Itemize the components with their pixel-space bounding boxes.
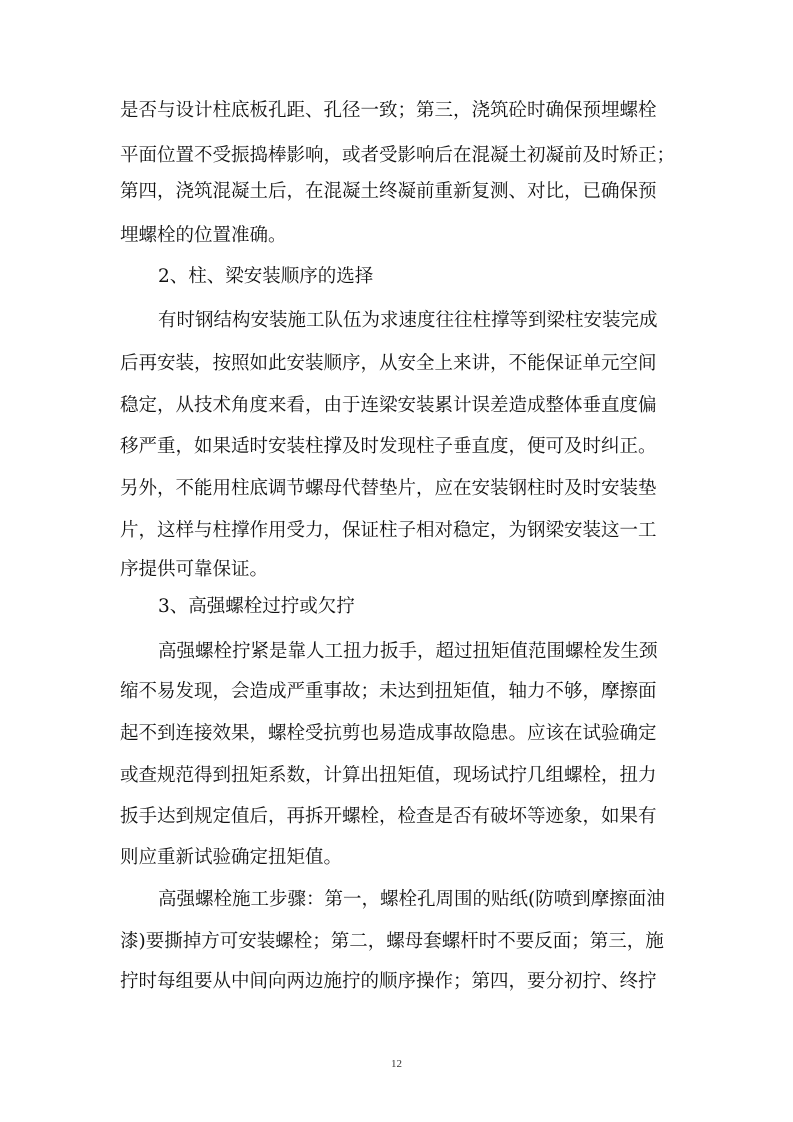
text-line: 第四，浇筑混凝土后，在混凝土终凝前重新复测、对比，已确保预 bbox=[120, 181, 657, 202]
paragraph-first-line: 高强螺栓施工步骤：第一，螺栓孔周围的贴纸(防喷到摩擦面油 bbox=[158, 889, 665, 910]
text-line: 起不到连接效果，螺栓受抗剪也易造成事故隐患。应该在试验确定 bbox=[120, 723, 657, 744]
text-line: 漆)要撕掉方可安装螺栓；第二，螺母套螺杆时不要反面；第三，施 bbox=[120, 931, 664, 952]
text-line: 埋螺栓的位置准确。 bbox=[120, 225, 287, 246]
page-number: 12 bbox=[391, 1058, 402, 1070]
text-line: 片，这样与柱撑作用受力，保证柱子相对稳定，为钢梁安装这一工 bbox=[120, 520, 657, 541]
text-line: 序提供可靠保证。 bbox=[120, 559, 269, 580]
paragraph-first-line: 有时钢结构安装施工队伍为求速度往往柱撑等到梁柱安装完成 bbox=[158, 310, 658, 331]
text-line: 稳定，从技术角度来看，由于连梁安装累计误差造成整体垂直度偏 bbox=[120, 395, 657, 416]
text-line: 则应重新试验确定扭矩值。 bbox=[120, 847, 343, 868]
text-line: 移严重，如果适时安装柱撑及时发现柱子垂直度，便可及时纠正。 bbox=[120, 436, 657, 457]
paragraph-first-line: 高强螺栓拧紧是靠人工扭力扳手，超过扭矩值范围螺栓发生颈 bbox=[158, 641, 658, 662]
text-line: 是否与设计柱底板孔距、孔径一致；第三，浇筑砼时确保预埋螺栓 bbox=[120, 100, 657, 121]
section-heading-3: 3、高强螺栓过拧或欠拧 bbox=[158, 596, 355, 617]
text-line: 扳手达到规定值后，再拆开螺栓，检查是否有破坏等迹象，如果有 bbox=[120, 806, 657, 827]
section-heading-2: 2、柱、梁安装顺序的选择 bbox=[158, 266, 374, 287]
text-line: 缩不易发现，会造成严重事故；未达到扭矩值，轴力不够，摩擦面 bbox=[120, 681, 657, 702]
text-line: 拧时每组要从中间向两边施拧的顺序操作；第四，要分初拧、终拧 bbox=[120, 971, 657, 992]
text-line: 另外，不能用柱底调节螺母代替垫片，应在安装钢柱时及时安装垫 bbox=[120, 478, 657, 499]
text-line: 平面位置不受振捣棒影响，或者受影响后在混凝土初凝前及时矫正； bbox=[120, 145, 676, 166]
text-line: 后再安装，按照如此安装顺序，从安全上来讲，不能保证单元空间 bbox=[120, 353, 657, 374]
text-line: 或查规范得到扭矩系数，计算出扭矩值，现场试拧几组螺栓，扭力 bbox=[120, 765, 657, 786]
